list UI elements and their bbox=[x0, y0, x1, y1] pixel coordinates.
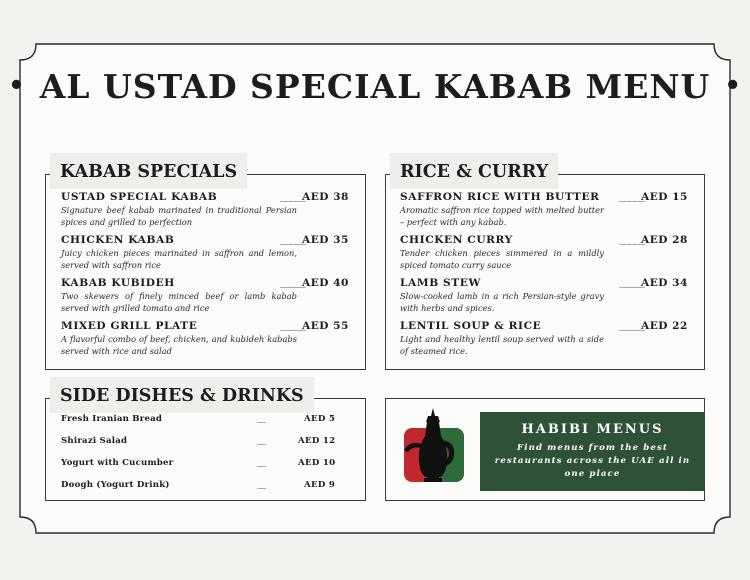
item-leader: _____ bbox=[619, 234, 645, 245]
side-item bbox=[61, 480, 351, 494]
item-name: LENTIL SOUP & RICE bbox=[400, 320, 542, 332]
item-name: USTAD SPECIAL KABAB bbox=[61, 191, 218, 203]
item-leader: _____ bbox=[280, 191, 306, 202]
item-name: CHICKEN CURRY bbox=[400, 234, 513, 246]
item-price: AED 15 bbox=[641, 191, 688, 203]
item-leader: _____ bbox=[619, 320, 645, 331]
item-name: LAMB STEW bbox=[400, 277, 481, 289]
item-description: Light and healthy lentil soup served with a side of steamed rice. bbox=[400, 334, 604, 356]
item-description: A flavorful combo of beef, chicken, and kubideh kababs served with rice and salad bbox=[61, 334, 297, 356]
side-item-leader: __ bbox=[257, 458, 266, 468]
item-description: Signature beef kabab marinated in traditional Persian spices and grilled to perfection bbox=[61, 205, 297, 227]
item-name: CHICKEN KABAB bbox=[61, 234, 175, 246]
side-item-name: Yogurt with Cucumber bbox=[61, 458, 174, 468]
item-description: Juicy chicken pieces marinated in saffron and lemon, served with saffron rice bbox=[61, 248, 297, 270]
side-item bbox=[61, 414, 351, 428]
side-item bbox=[61, 436, 351, 450]
item-description: Slow-cooked lamb in a rich Persian-style gravy with herbs and spices. bbox=[400, 291, 604, 313]
side-item-price: AED 10 bbox=[298, 458, 336, 468]
side-item-leader: __ bbox=[257, 480, 266, 490]
kabab-specials-heading: KABAB SPECIALS bbox=[50, 153, 247, 189]
side-item bbox=[61, 458, 351, 472]
item-leader: _____ bbox=[280, 320, 306, 331]
item-name: KABAB KUBIDEH bbox=[61, 277, 175, 289]
rice-curry-heading: RICE & CURRY bbox=[390, 153, 558, 189]
title-dot-right: • bbox=[724, 71, 742, 101]
item-name: MIXED GRILL PLATE bbox=[61, 320, 198, 332]
item-price: AED 28 bbox=[641, 234, 688, 246]
item-name: SAFFRON RICE WITH BUTTER bbox=[400, 191, 600, 203]
page-title bbox=[8, 64, 742, 108]
item-price: AED 38 bbox=[302, 191, 349, 203]
item-price: AED 35 bbox=[302, 234, 349, 246]
side-item-price: AED 5 bbox=[304, 414, 336, 424]
promo-title: HABIBI MENUS bbox=[521, 422, 664, 437]
item-price: AED 22 bbox=[641, 320, 688, 332]
side-item-price: AED 12 bbox=[298, 436, 336, 446]
menu-title: AL USTAD SPECIAL KABAB MENU bbox=[39, 66, 711, 106]
item-price: AED 34 bbox=[641, 277, 688, 289]
title-dot-left: • bbox=[8, 71, 26, 101]
side-item-leader: __ bbox=[257, 436, 266, 446]
side-item-leader: __ bbox=[257, 414, 266, 424]
item-price: AED 40 bbox=[302, 277, 349, 289]
side-item-name: Doogh (Yogurt Drink) bbox=[61, 480, 170, 490]
item-leader: _____ bbox=[280, 234, 306, 245]
side-item-name: Shirazi Salad bbox=[61, 436, 128, 446]
promo-box bbox=[480, 412, 705, 491]
item-description: Aromatic saffron rice topped with melted butter – perfect with any kabab. bbox=[400, 205, 604, 227]
item-price: AED 55 bbox=[302, 320, 349, 332]
item-description: Two skewers of finely minced beef or lamb kabab served with grilled tomato and rice bbox=[61, 291, 297, 313]
item-leader: _____ bbox=[619, 191, 645, 202]
item-leader: _____ bbox=[280, 277, 306, 288]
item-leader: _____ bbox=[619, 277, 645, 288]
dallah-coffee-pot-icon bbox=[400, 406, 470, 486]
side-item-price: AED 9 bbox=[304, 480, 336, 490]
side-dishes-heading: SIDE DISHES & DRINKS bbox=[50, 377, 314, 413]
side-item-name: Fresh Iranian Bread bbox=[61, 414, 163, 424]
item-description: Tender chicken pieces simmered in a mildly spiced tomato curry sauce bbox=[400, 248, 604, 270]
promo-text: Find menus from the best restaurants across the UAE all in one place bbox=[494, 443, 691, 479]
